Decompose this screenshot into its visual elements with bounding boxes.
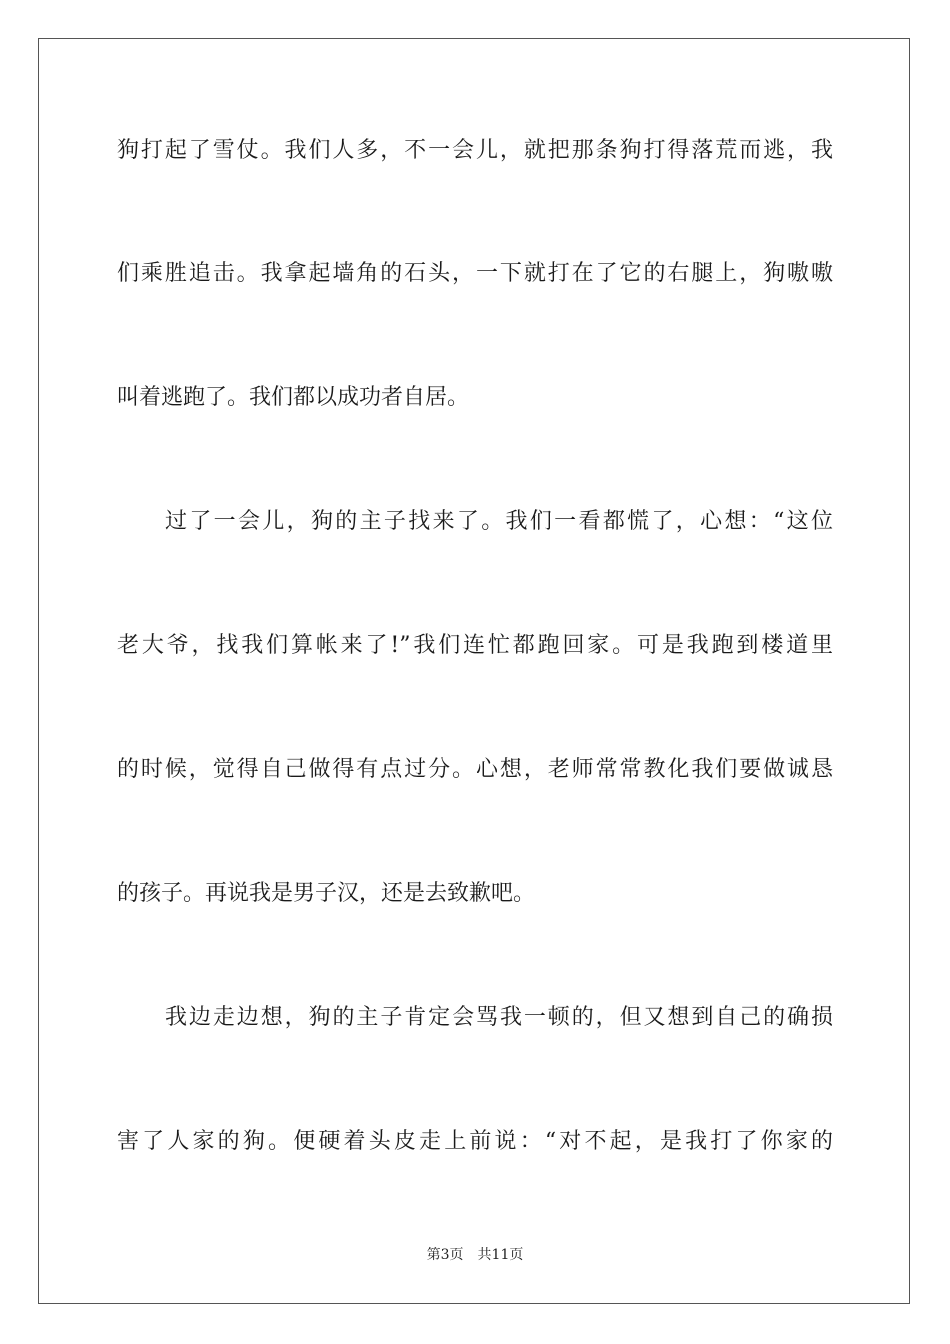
page-footer	[0, 1245, 950, 1265]
text-line-9: 害了人家的狗。便硬着头皮走上前说：“对不起，是我打了你家的	[117, 1129, 833, 1154]
text-line-6: 的时候，觉得自己做得有点过分。心想，老师常常教化我们要做诚恳	[117, 757, 833, 782]
page-border	[38, 38, 910, 1304]
text-line-2: 们乘胜追击。我拿起墙角的石头，一下就打在了它的右腿上，狗嗷嗷	[117, 261, 833, 286]
text-line-1: 狗打起了雪仗。我们人多，不一会儿，就把那条狗打得落荒而逃，我	[117, 138, 833, 163]
text-line-3: 叫着逃跑了。我们都以成功者自居。	[117, 385, 470, 410]
text-line-7: 的孩子。再说我是男子汉，还是去致歉吧。	[117, 881, 536, 906]
page-number: 第3页	[426, 1247, 464, 1263]
text-line-4: 过了一会儿，狗的主子找来了。我们一看都慌了，心想：“这位	[165, 509, 833, 534]
text-line-8: 我边走边想，狗的主子肯定会骂我一顿的，但又想到自己的确损	[165, 1005, 833, 1030]
total-pages: 共11页	[477, 1247, 524, 1263]
text-line-5: 老大爷，找我们算帐来了!”我们连忙都跑回家。可是我跑到楼道里	[117, 633, 833, 658]
